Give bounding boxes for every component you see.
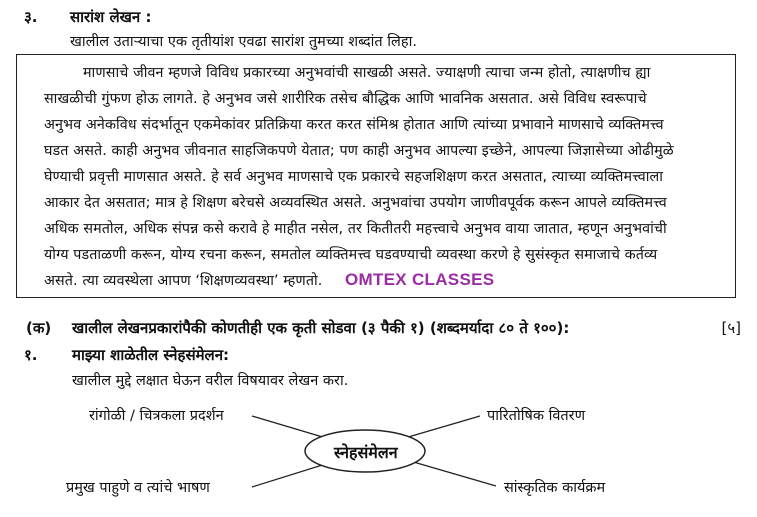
passage-line: माणसाचे जीवन म्हणजे विविध प्रकारच्या अनुभवांची साखळी असते. ज्याक्षणी त्याचा जन्म होतो, त्याक्षणीच ह्या xyxy=(83,65,651,81)
mindmap-node-top-left: रांगोळी / चित्रकला प्रदर्शन xyxy=(89,408,224,424)
item-instruction: खालील मुद्दे लक्षात घेऊन वरील विषयावर लेखन करा. xyxy=(72,373,349,389)
passage-line: घडत असते. काही अनुभव जीवनात साहजिकपणे येतात; पण काही अनुभव आपल्या इच्छेने, आपल्या जिज्ञासेच्या ओढीमुळे xyxy=(44,143,674,159)
mindmap-center: स्नेहसंमेलन xyxy=(334,443,398,462)
mindmap-node-bottom-right: सांस्कृतिक कार्यक्रम xyxy=(504,480,606,496)
watermark-text: OMTEX CLASSES xyxy=(345,270,495,289)
connector-bottom-right xyxy=(410,461,496,486)
passage-line: आकार देत असतात; मात्र हे शिक्षण बरेचसे अव्यवस्थित असते. अनुभवांचा उपयोग जाणीवपूर्वक करून आपले व्यक्तिमत्त्व xyxy=(44,195,667,211)
passage-line: योग्य पडताळणी करून, योग्य रचना करून, समतोल व्यक्तिमत्त्व घडवण्याची व्यवस्था करणे हे सुसंस्कृत समाजाचे कर्तव्य xyxy=(44,247,658,263)
passage-line: अधिक समतोल, अधिक संपन्न कसे करावे हे माहीत नसेल, तर कितीतरी महत्त्वाचे अनुभव वाया जातात, म्हणून अनुभवांची xyxy=(44,221,667,237)
connector-bottom-left xyxy=(252,462,332,487)
mindmap-node-top-right: पारितोषिक वितरण xyxy=(487,408,586,424)
subsection-text: खालील लेखनप्रकारांपैकी कोणतीही एक कृती सोडवा (३ पैकी १) (शब्दमर्यादा ८० ते १००): xyxy=(72,319,570,337)
mindmap-node-bottom-left: प्रमुख पाहुणे व त्यांचे भाषण xyxy=(66,480,210,496)
passage-line: साखळीची गुंफण होऊ लागते. हे अनुभव जसे शारीरिक तसेच बौद्धिक आणि भावनिक असतात. असे विविध स्वरूपाचे xyxy=(44,91,647,107)
section-number: ३. xyxy=(24,8,38,26)
passage-line: असते. त्या व्यवस्थेला आपण ‘शिक्षणव्यवस्था’ म्हणतो. xyxy=(44,273,323,289)
section-instruction: खालील उताऱ्याचा एक तृतीयांश एवढा सारांश तुमच्या शब्दांत लिहा. xyxy=(70,34,417,50)
passage-line: घेण्याची प्रवृत्ती माणसात असते. हे सर्व अनुभव माणसाचे एक प्रकारचे सहजशिक्षण करत असतात, त्याच्या व्यक्तिमत्त्वाला xyxy=(44,169,664,185)
subsection-label: (क) xyxy=(26,319,52,337)
passage-line: अनुभव अनेकविध संदर्भातून एकमेकांवर प्रतिक्रिया करत करत संमिश्र होतात आणि त्यांच्या प्रभावाने माणसाचे व्यक्तिमत्त्व xyxy=(44,117,664,133)
item-number: १. xyxy=(24,346,38,364)
section-title: सारांश लेखन : xyxy=(70,8,152,26)
marks-badge: [५] xyxy=(721,319,741,337)
connector-top-right xyxy=(398,416,480,440)
item-title: माझ्या शाळेतील स्नेहसंमेलन: xyxy=(72,346,230,364)
